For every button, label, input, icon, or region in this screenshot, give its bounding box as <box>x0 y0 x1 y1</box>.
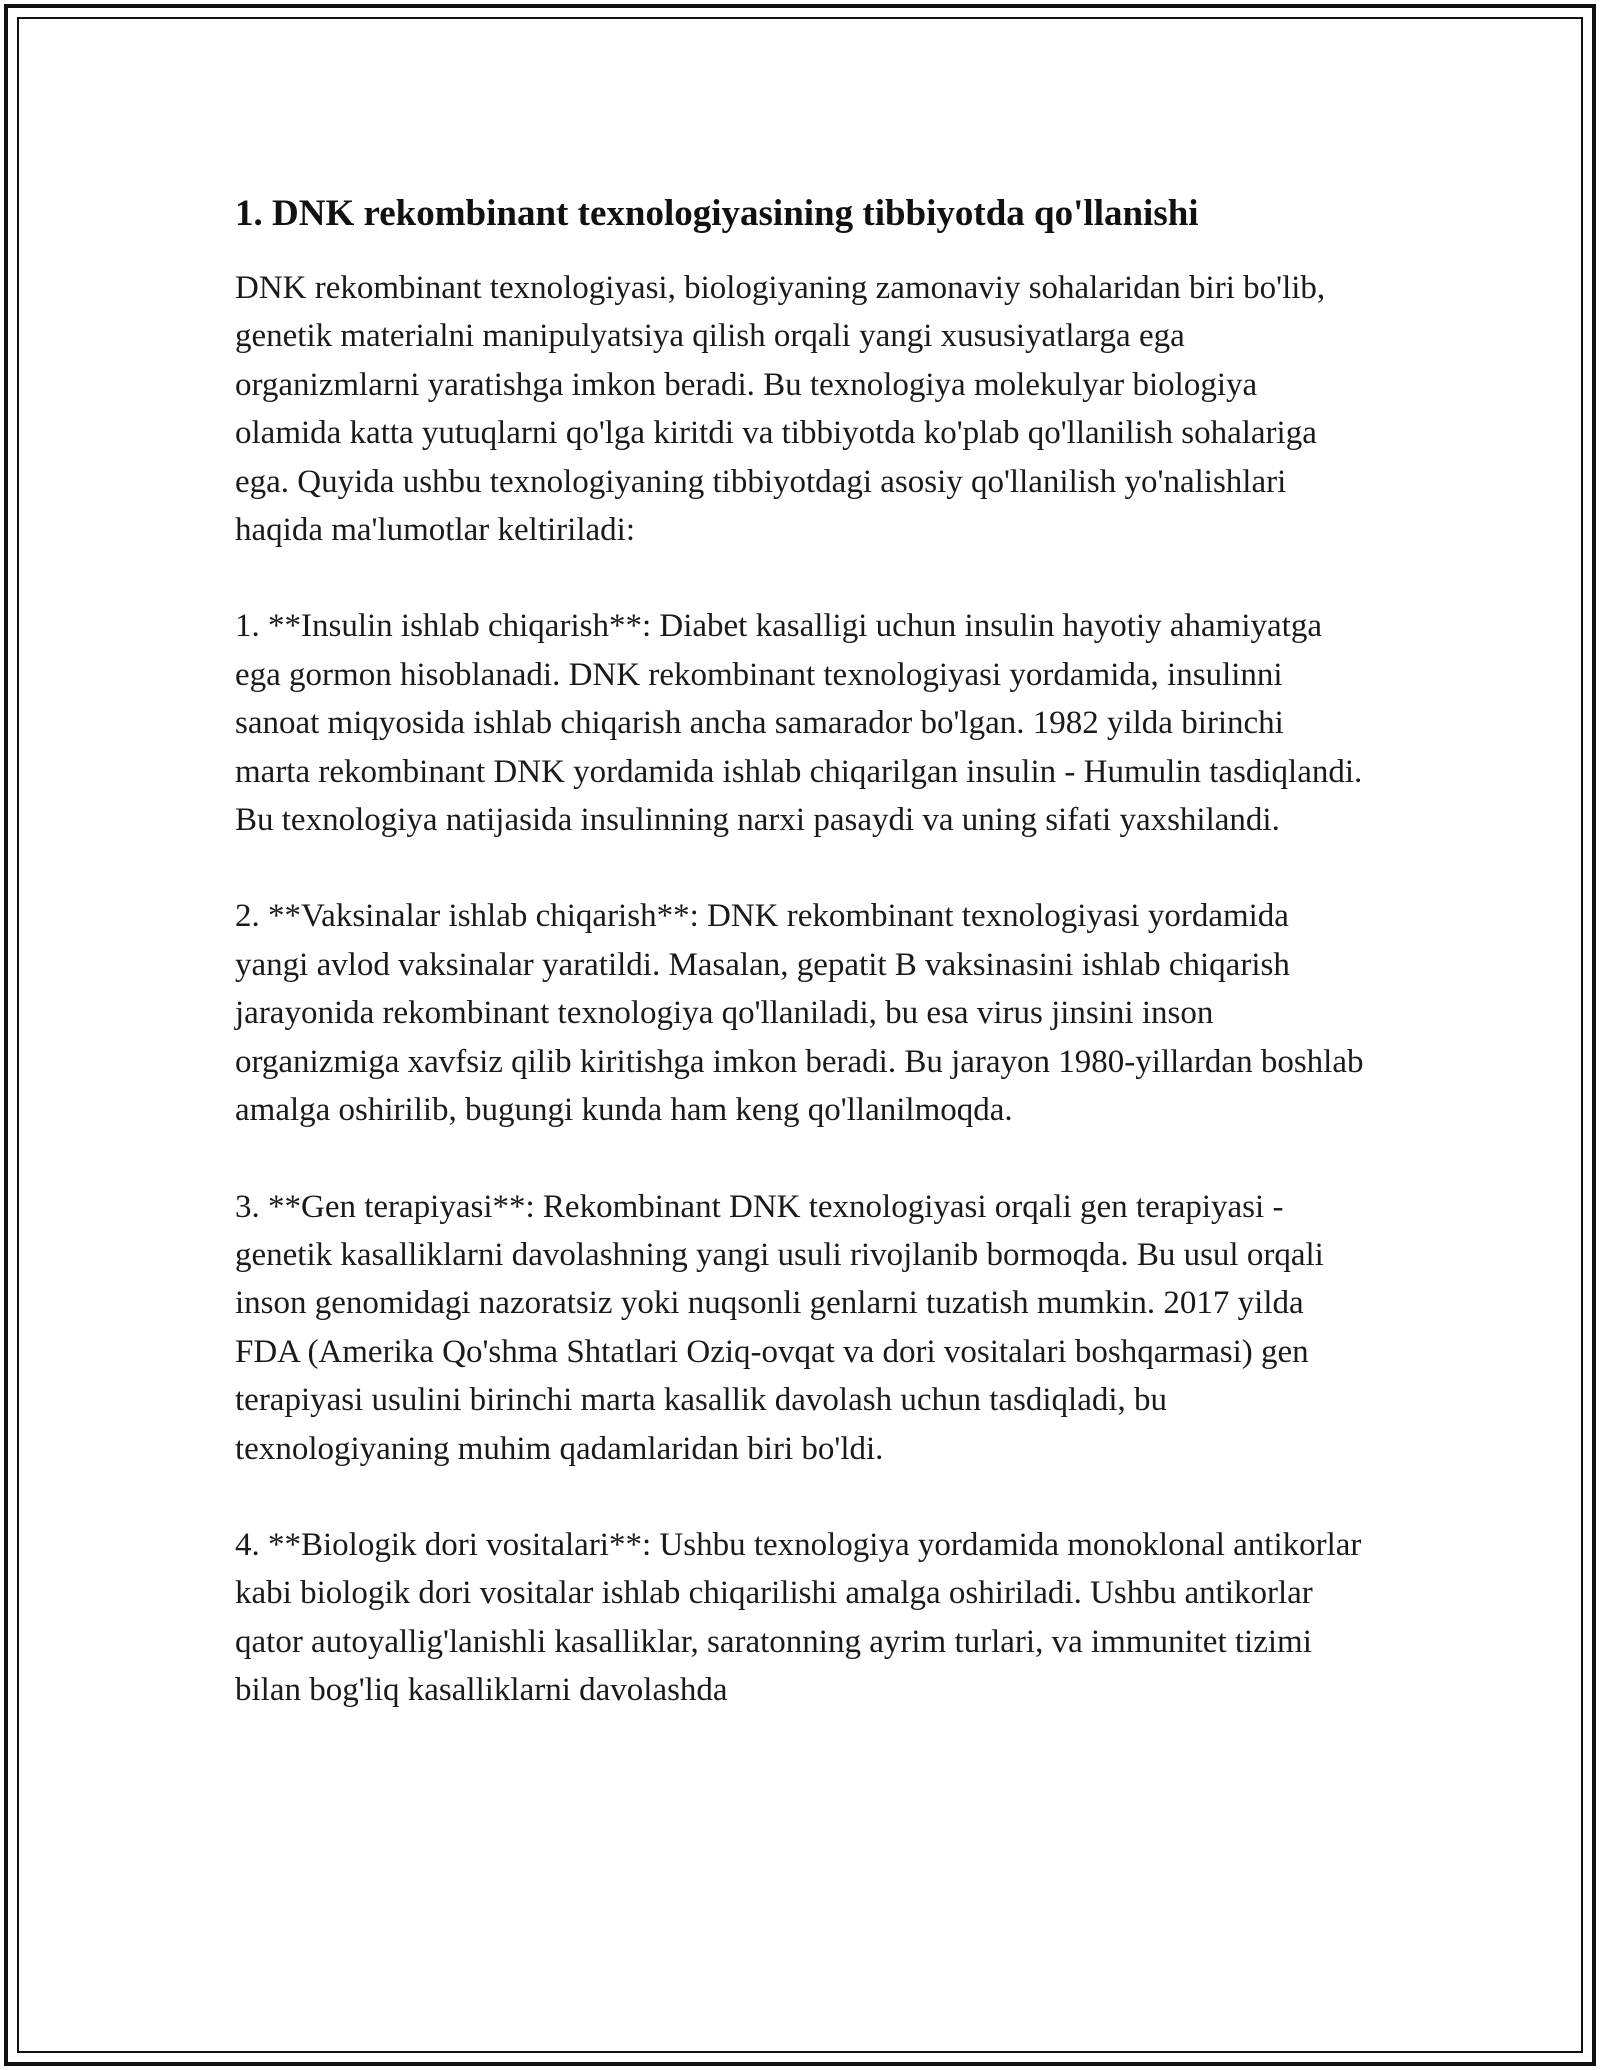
paragraph-vaccines: 2. **Vaksinalar ishlab chiqarish**: DNK rekombinant texnologiyasi yordamida yangi avlod vaksinalar yaratildi. Masalan, gepatit B vaksinasini ishlab chiqarish jarayonida rekombinant texnologiya qo'llaniladi, bu esa virus jinsini inson organizmiga xavfsiz qilib kiritishga imkon beradi. Bu jarayon 1980-yillardan boshlab amalga oshirilib, bugungi kunda ham keng qo'llanilmoqda. <box>235 898 1364 1129</box>
intro-paragraph: DNK rekombinant texnologiyasi, biologiyaning zamonaviy sohalaridan biri bo'lib, genetik materialni manipulyatsiya qilish orqali yangi xususiyatlarga ega organizmlarni yaratishga imkon beradi. Bu texnologiya molekulyar biologiya olamida katta yutuqlarni qo'lga kiritdi va tibbiyotda ko'plab qo'llanilish sohalariga ega. Quyida ushbu texnologiyaning tibbiyotdagi asosiy qo'llanilish yo'nalishlari haqida ma'lumotlar keltiriladi: <box>235 270 1326 549</box>
paragraph-insulin: 1. **Insulin ishlab chiqarish**: Diabet kasalligi uchun insulin hayotiy ahamiyatga ega gormon hisoblanadi. DNK rekombinant texnologiyasi yordamida, insulinni sanoat miqyosida ishlab chiqarish ancha samarador bo'lgan. 1982 yilda birinchi marta rekombinant DNK yordamida ishlab chiqarilgan insulin - Humulin tasdiqlandi. Bu texnologiya natijasida insulinning narxi pasaydi va uning sifati yaxshilandi. <box>235 608 1363 839</box>
paragraph-biologic-drugs: 4. **Biologik dori vositalari**: Ushbu texnologiya yordamida monoklonal antikorlar kabi biologik dori vositalar ishlab chiqarilishi amalga oshiriladi. Ushbu antikorlar qator autoyallig'lanishli kasalliklar, saratonning ayrim turlari, va immunitet tizimi bilan bog'liq kasalliklarni davolashda <box>235 1526 1362 1709</box>
paragraph-gene-therapy: 3. **Gen terapiyasi**: Rekombinant DNK texnologiyasi orqali gen terapiyasi - genetik kasalliklarni davolashning yangi usuli rivojlanib bormoqda. Bu usul orqali inson genomidagi nazoratsiz yoki nuqsonli genlarni tuzatish mumkin. 2017 yilda FDA (Amerika Qo'shma Shtatlari Oziq-ovqat va dori vositalari boshqarmasi) gen terapiyasi usulini birinchi marta kasallik davolash uchun tasdiqladi, bu texnologiyaning muhim qadamlaridan biri bo'ldi. <box>235 1188 1324 1467</box>
document-body <box>235 188 1365 1763</box>
page-title: 1. DNK rekombinant texnologiyasining tibbiyotda qo'llanishi <box>235 193 1199 234</box>
